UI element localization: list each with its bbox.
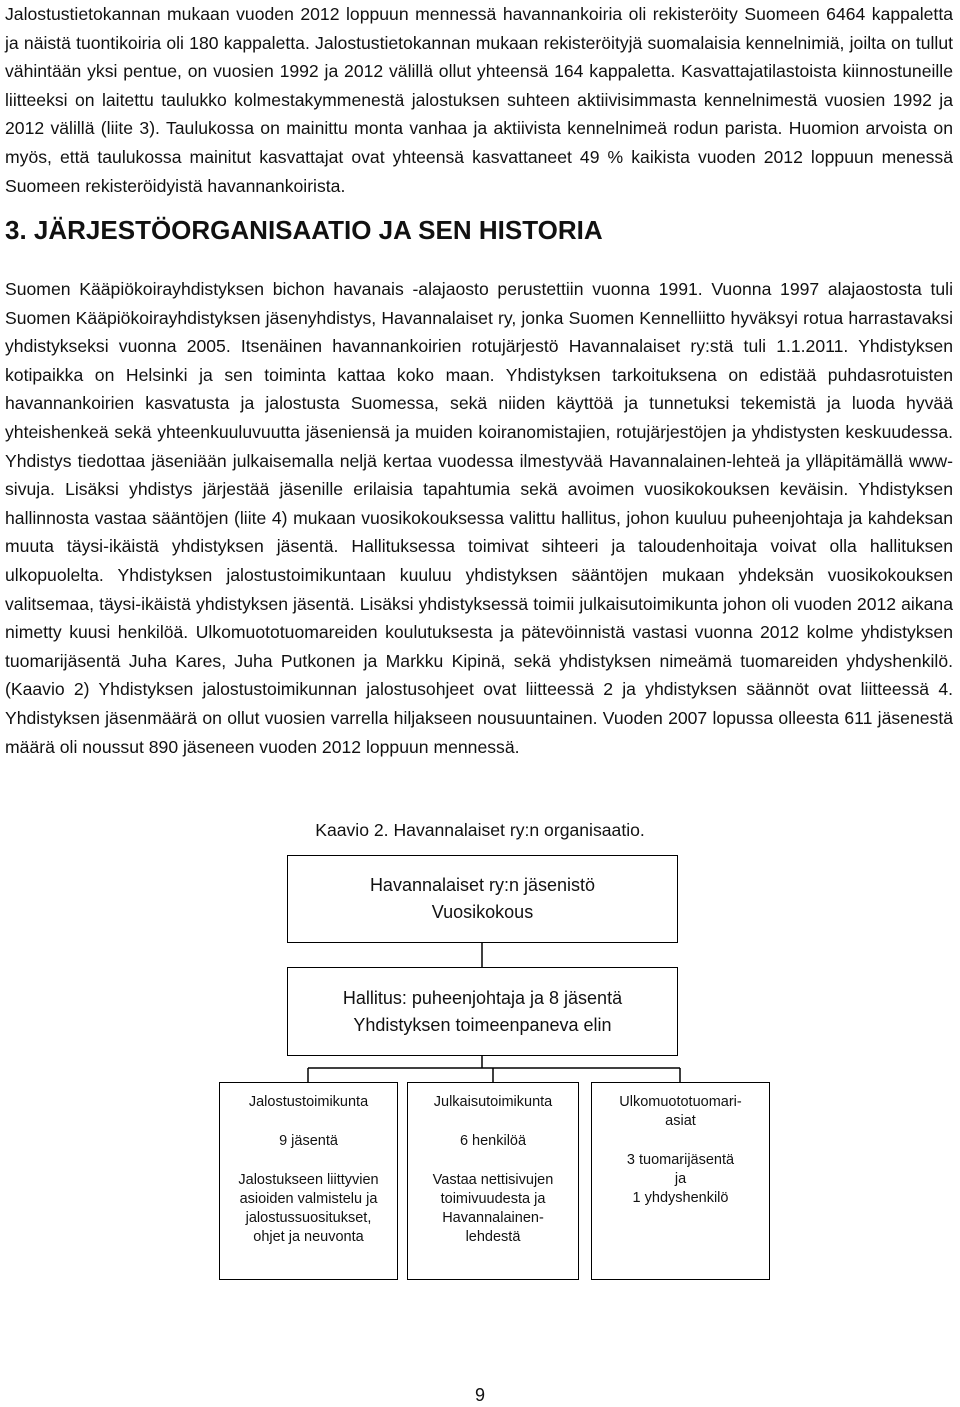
board-box-subtitle: Yhdistyksen toimeenpaneva elin [353, 1014, 612, 1035]
publication-committee-desc-4: lehdestä [465, 1229, 521, 1245]
breeding-committee-box [219, 1082, 398, 1280]
judges-title-2: asiat [665, 1113, 696, 1129]
diagram-caption: Kaavio 2. Havannalaiset ry:n organisaatio. [315, 820, 645, 840]
members-box [287, 855, 678, 943]
board-box-title: Hallitus: puheenjohtaja ja 8 jäsentä [342, 987, 623, 1008]
section-heading: 3. JÄRJESTÖORGANISAATIO JA SEN HISTORIA [5, 215, 603, 245]
publication-committee-desc-1: Vastaa nettisivujen [432, 1172, 554, 1188]
publication-committee-count: 6 henkilöä [459, 1133, 527, 1149]
judges-desc-2: ja [674, 1171, 687, 1187]
members-box-subtitle: Vuosikokous [431, 902, 534, 922]
breeding-committee-desc-1: Jalostukseen liittyvien [238, 1172, 379, 1188]
breeding-committee-count: 9 jäsentä [279, 1133, 338, 1149]
judges-desc-3: 1 yhdyshenkilö [632, 1190, 729, 1206]
breeding-committee-desc-2: asioiden valmistelu ja [239, 1191, 378, 1207]
publication-committee-box [407, 1082, 579, 1280]
breeding-committee-desc-3: jalostussuositukset, [245, 1210, 372, 1226]
breeding-committee-title: Jalostustoimikunta [248, 1094, 369, 1110]
judges-desc-1: 3 tuomarijäsentä [626, 1152, 735, 1168]
publication-committee-desc-3: Havannalainen- [442, 1210, 544, 1226]
board-box [287, 967, 678, 1056]
history-paragraph: Suomen Kääpiökoirayhdistyksen bichon havanais -alajaosto perustettiin vuonna 1991. Vuonna 1997 alajaostosta tuli Suomen Kääpiökoirayhdistyksen jäsenyhdistys, Havannalaiset ry, jonka Suomen Kennelliitto hyväksyi rotua harrastavaksi yhdistykseksi vuonna 2005. Itsenäinen havannankoirien rotujärjestö Havannalaiset ry:stä tuli 1.1.2011. Yhdistyksen kotipaikka on Helsinki ja sen toiminta kattaa koko maan. Yhdistyksen tarkoituksena on edistää puhdasrotuisten havannankoirien kasvatusta ja jalostusta Suomessa, sekä niiden käyttöä ja tunnetuksi tekemistä ja luoda hyvää yhteishenkeä sekä yhteenkuuluvuutta jäseniensä ja muiden koiranomistajien, rotujärjestöjen ja yhdistysten keskuudessa. Yhdistys tiedottaa jäseniään julkaisemalla neljä kertaa vuodessa ilmestyvää Havannalainen-lehteä ja ylläpitämällä www-sivuja. Lisäksi yhdistys järjestää jäsenille erilaisia tapahtumia sekä avoimen vuosikokouksen keväisin. Yhdistyksen hallinnosta vastaa sääntöjen (liite 4) mukaan vuosikokouksessa valittu hallitus, johon kuuluu puheenjohtaja ja kahdeksan muuta täysi-ikäistä yhdistyksen jäsentä. Hallituksessa toimivat sihteeri ja taloudenhoitaja voivat olla hallituksen ulkopuolelta. Yhdistyksen jalostustoimikuntaan kuuluu yhdistyksen sääntöjen mukaan yhdeksän vuosikokouksen valitsemaa, täysi-ikäistä yhdistyksen jäsentä. Lisäksi yhdistyksessä toimii julkaisutoimikunta johon oli vuoden 2012 aikana nimetty kuusi henkilöä. Ulkomuototuomareiden koulutuksesta ja pätevöinnistä vastasi vuonna 2012 kolme yhdistyksen tuomarijäsentä Juha Kares, Juha Putkonen ja Markku Kipinä, sekä yhdistyksen nimeämä tuomareiden yhdyshenkilö. (Kaavio 2) Yhdistyksen jalostustoimikunnan jalostusohjeet ovat liitteessä 2 ja yhdistyksen säännöt ovat liitteessä 4. Yhdistyksen jäsenmäärä on ollut vuosien varrella hiljakseen nousuuntainen. Vuoden 2007 lopussa olleesta 611 jäsenestä määrä oli noussut 890 jäseneen vuoden 2012 loppuun mennessä. [5, 279, 953, 757]
intro-paragraph: Jalostustietokannan mukaan vuoden 2012 loppuun mennessä havannankoiria oli rekisteröity Suomeen 6464 kappaletta ja näistä tuontikoiria oli 180 kappaletta. Jalostustietokannan mukaan rekisteröityjä suomalaisia kennelnimiä, joilta on tullut vähintään yksi pentue, on vuosien 1992 ja 2012 välillä ollut yhteensä 164 kappaletta. Kasvattajatilastoista kiinnostuneille liitteeksi on laitettu taulukko kolmestakymmenestä jalostuksen suhteen aktiivisimmasta kennelnimestä vuosien 1992 ja 2012 välillä (liite 3). Taulukossa on mainittu monta vanhaa ja aktiivista kennelnimeä rodun parista. Huomion arvoista on myös, että taulukossa mainitut kasvattajat ovat yhteensä kasvattaneet 49 % kaikista vuoden 2012 loppuun menessä Suomeen rekisteröidyistä havannankoirista. [5, 4, 953, 196]
breeding-committee-desc-4: ohjet ja neuvonta [253, 1229, 364, 1245]
page-number: 9 [474, 1385, 485, 1405]
publication-committee-title: Julkaisutoimikunta [433, 1094, 553, 1110]
publication-committee-desc-2: toimivuudesta ja [440, 1191, 546, 1207]
judges-title-1: Ulkomuototuomari- [619, 1094, 742, 1110]
judges-box [591, 1082, 770, 1280]
members-box-title: Havannalaiset ry:n jäsenistö [369, 875, 596, 895]
